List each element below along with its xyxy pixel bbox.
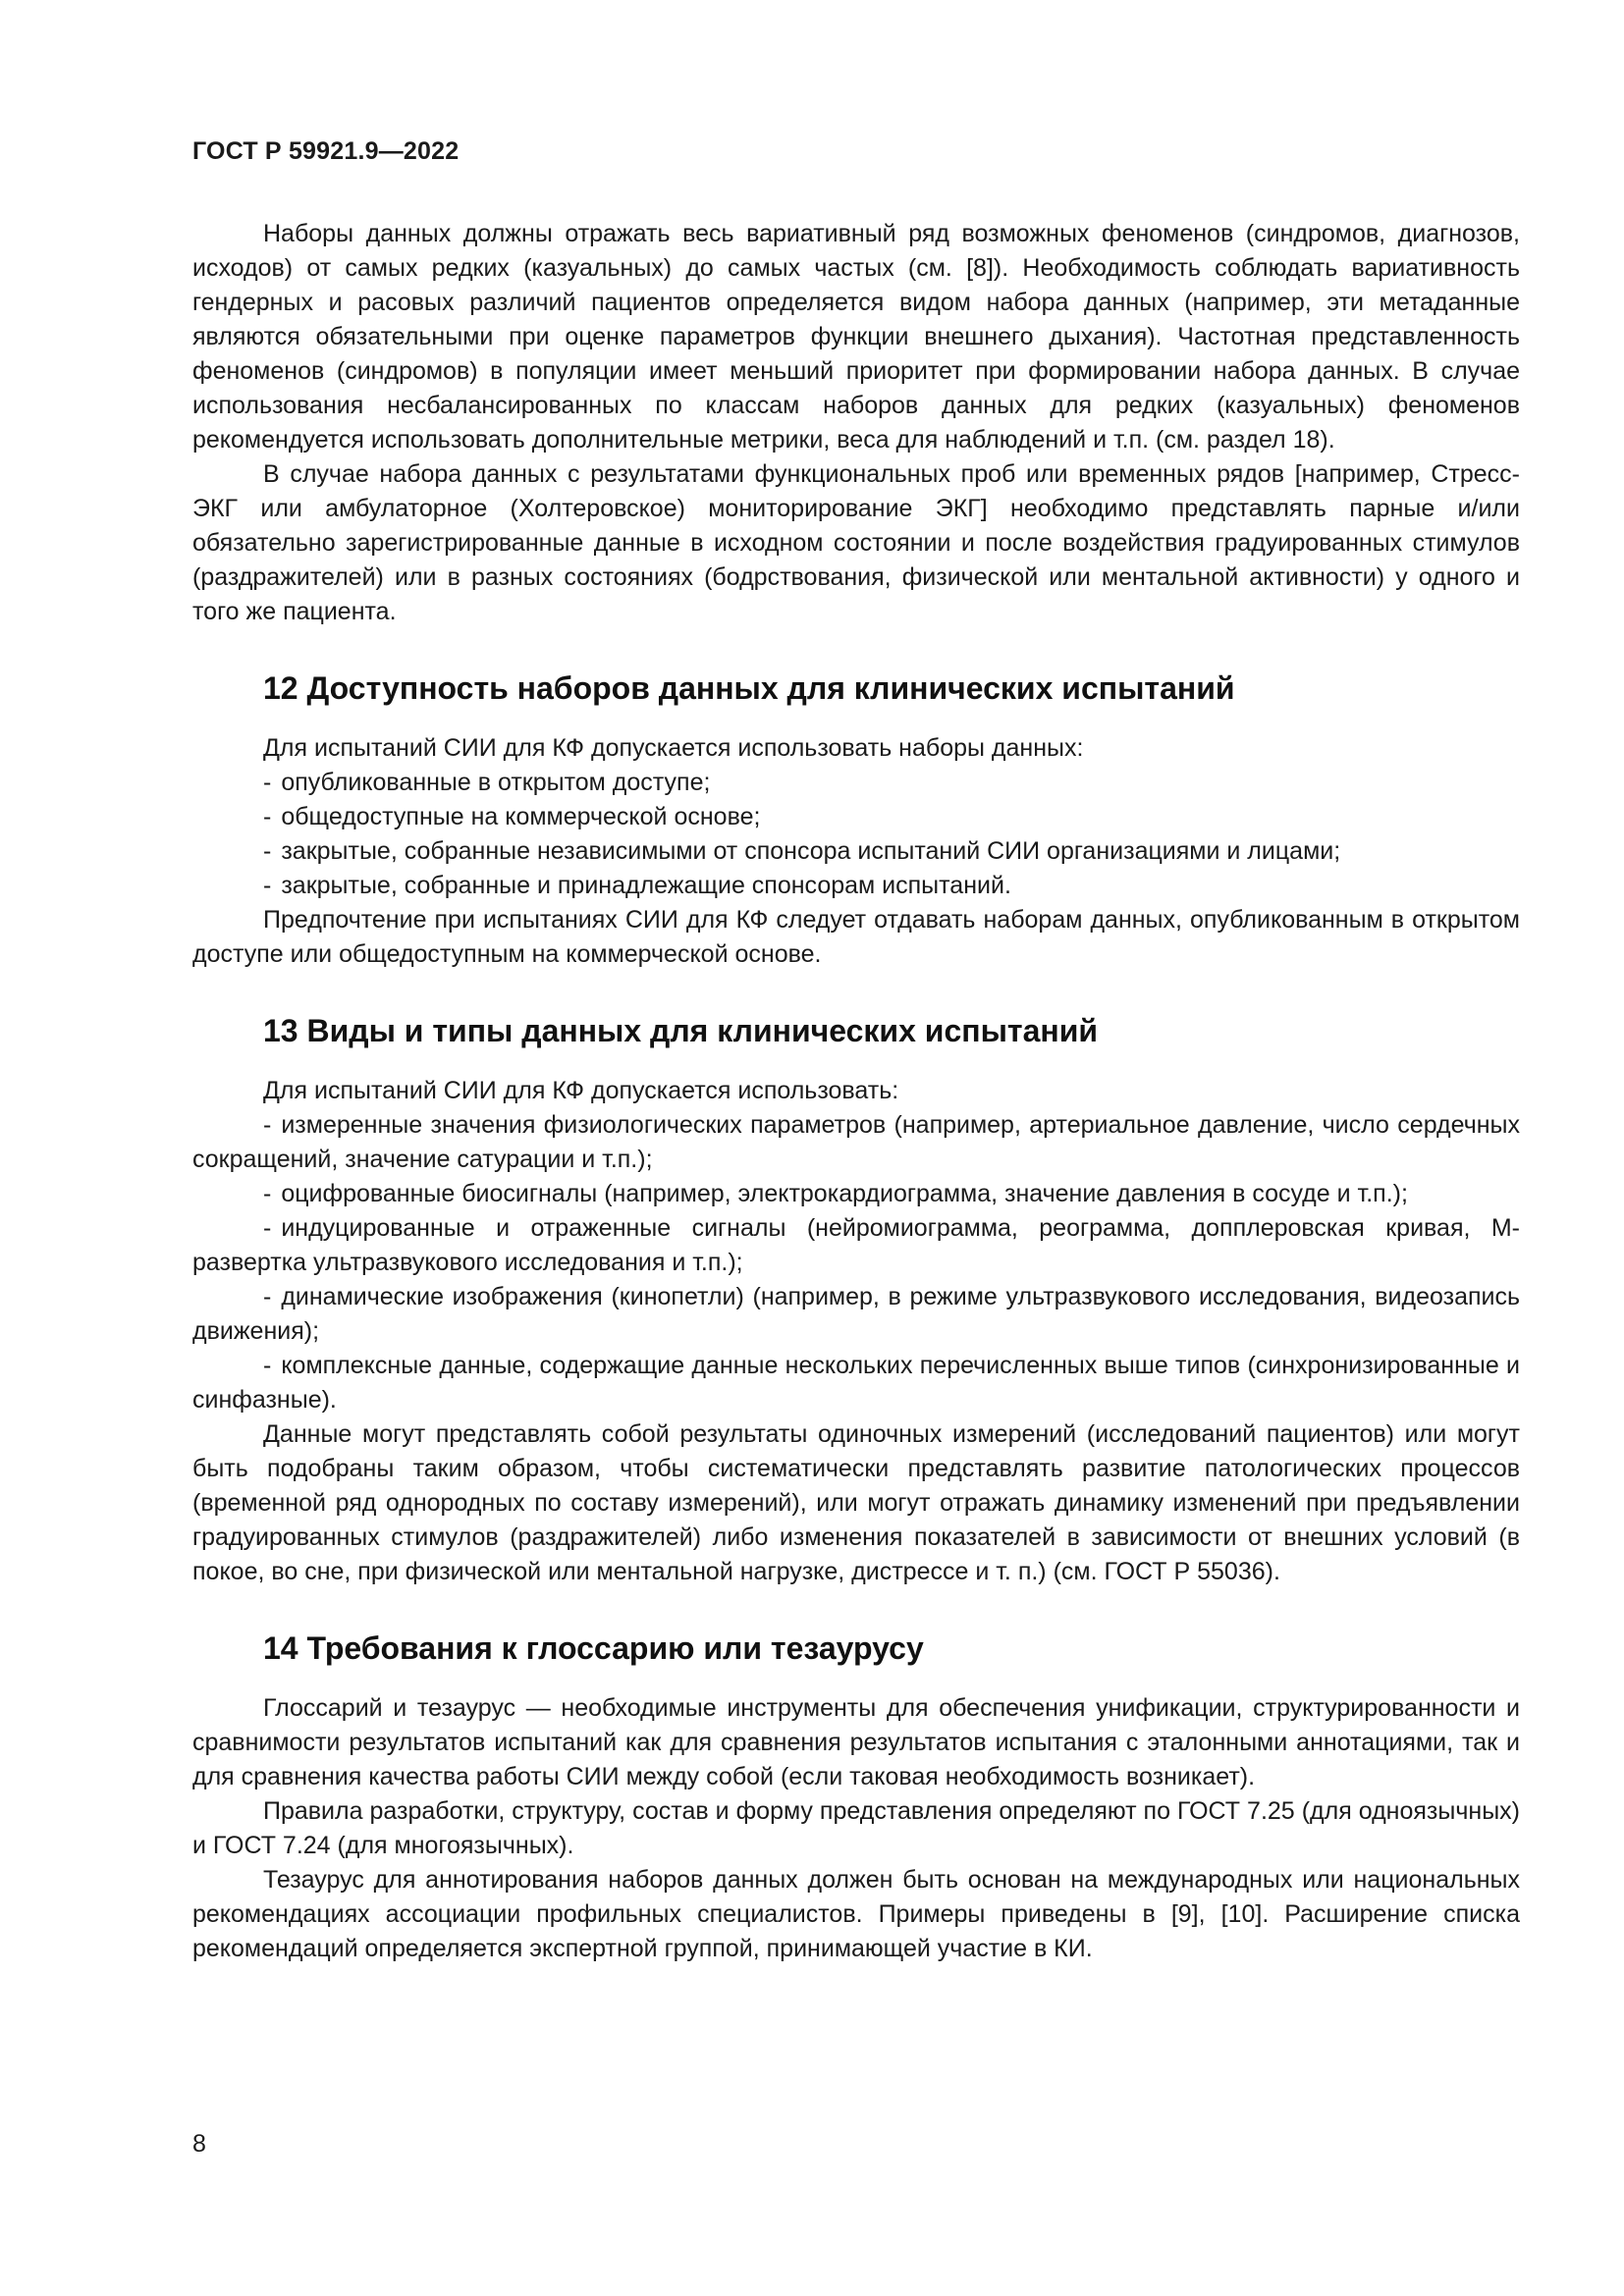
list-item bbox=[192, 834, 1520, 869]
list-item-text: общедоступные на коммерческой основе; bbox=[281, 803, 761, 830]
dash-marker: - bbox=[263, 1352, 272, 1379]
list-item-text: опубликованные в открытом доступе; bbox=[281, 769, 711, 796]
section-14-paragraph-3: Тезаурус для аннотирования наборов данных должен быть основан на международных или национальных рекомендациях ассоциации профильных специалистов. Примеры приведены в [9], [10]. Расширение списка рекомендаций определяется экспертной группой, принимающей участие в КИ. bbox=[192, 1866, 1520, 1962]
list-item-text: закрытые, собранные независимыми от спонсора испытаний СИИ организациями и лицами; bbox=[281, 837, 1341, 865]
list-item bbox=[192, 800, 1520, 834]
dash-marker: - bbox=[263, 837, 272, 865]
section-13-closing: Данные могут представлять собой результаты одиночных измерений (исследований пациентов) или могут быть подобраны таким образом, чтобы систематически представлять развитие патологических процессов (временной ряд однородных по составу измерений), или могут отражать динамику изменений при предъявлении градуированных стимулов (раздражителей) либо изменения показателей в зависимости от внешних условий (в покое, во сне, при физической или ментальной нагрузке, дистрессе и т. п.) (см. ГОСТ Р 55036). bbox=[192, 1420, 1520, 1585]
document-page bbox=[192, 137, 1520, 1966]
section-12-title: 12 Доступность наборов данных для клинических испытаний bbox=[263, 670, 1235, 706]
list-item bbox=[192, 1108, 1520, 1177]
section-13-title: 13 Виды и типы данных для клинических испытаний bbox=[263, 1013, 1099, 1048]
dash-marker: - bbox=[263, 1283, 272, 1310]
list-item bbox=[192, 1211, 1520, 1280]
page-number: 8 bbox=[192, 2130, 206, 2158]
list-item-text: закрытые, собранные и принадлежащие спонсорам испытаний. bbox=[281, 872, 1011, 899]
section-13-intro: Для испытаний СИИ для КФ допускается использовать: bbox=[263, 1077, 899, 1104]
section-13-list bbox=[192, 1108, 1520, 1417]
list-item-text: индуцированные и отраженные сигналы (нейромиограмма, реограмма, допплеровская кривая, М-развертка ультразвукового исследования и т.п.); bbox=[192, 1214, 1520, 1276]
section-14-title: 14 Требования к глоссарию или тезаурусу bbox=[263, 1630, 924, 1666]
list-item bbox=[192, 1280, 1520, 1349]
dash-marker: - bbox=[263, 1180, 272, 1207]
list-item bbox=[192, 1177, 1520, 1211]
list-item bbox=[192, 766, 1520, 800]
section-14-paragraph-2: Правила разработки, структуру, состав и форму представления определяют по ГОСТ 7.25 (для одноязычных) и ГОСТ 7.24 (для многоязычных). bbox=[192, 1797, 1520, 1859]
intro-paragraph-1: Наборы данных должны отражать весь вариативный ряд возможных феноменов (синдромов, диагнозов, исходов) от самых редких (казуальных) до самых частых (см. [8]). Необходимость соблюдать вариативность гендерных и расовых различий пациентов определяется видом набора данных (например, эти метаданные являются обязательными при оценке параметров функции внешнего дыхания). Частотная представленность феноменов (синдромов) в популяции имеет меньший приоритет при формировании набора данных. В случае использования несбалансированных по классам наборов данных для редких (казуальных) феноменов рекомендуется использовать дополнительные метрики, веса для наблюдений и т.п. (см. раздел 18). bbox=[192, 220, 1520, 454]
list-item-text: комплексные данные, содержащие данные нескольких перечисленных выше типов (синхронизированные и синфазные). bbox=[192, 1352, 1520, 1414]
dash-marker: - bbox=[263, 1214, 272, 1242]
section-12-closing: Предпочтение при испытаниях СИИ для КФ следует отдавать наборам данных, опубликованным в открытом доступе или общедоступным на коммерческой основе. bbox=[192, 906, 1520, 968]
dash-marker: - bbox=[263, 1111, 272, 1139]
dash-marker: - bbox=[263, 769, 272, 796]
list-item bbox=[192, 1349, 1520, 1417]
list-item-text: динамические изображения (кинопетли) (например, в режиме ультразвукового исследования, видеозапись движения); bbox=[192, 1283, 1520, 1345]
section-12-intro: Для испытаний СИИ для КФ допускается использовать наборы данных: bbox=[263, 734, 1084, 762]
standard-header: ГОСТ Р 59921.9—2022 bbox=[192, 137, 460, 165]
dash-marker: - bbox=[263, 872, 272, 899]
intro-paragraph-2: В случае набора данных с результатами функциональных проб или временных рядов [например, Стресс-ЭКГ или амбулаторное (Холтеровское) мониторирование ЭКГ] необходимо представлять парные и/или обязательно зарегистрированные данные в исходном состоянии и после воздействия градуированных стимулов (раздражителей) или в разных состояниях (бодрствования, физической или ментальной активности) у одного и того же пациента. bbox=[192, 460, 1520, 625]
section-12-list bbox=[192, 766, 1520, 903]
list-item bbox=[192, 869, 1520, 903]
dash-marker: - bbox=[263, 803, 272, 830]
section-14-paragraph-1: Глоссарий и тезаурус — необходимые инструменты для обеспечения унификации, структурированности и сравнимости результатов испытаний как для сравнения результатов испытания с эталонными аннотациями, так и для сравнения качества работы СИИ между собой (если таковая необходимость возникает). bbox=[192, 1694, 1520, 1790]
list-item-text: оцифрованные биосигналы (например, электрокардиограмма, значение давления в сосуде и т.п.); bbox=[281, 1180, 1408, 1207]
list-item-text: измеренные значения физиологических параметров (например, артериальное давление, число сердечных сокращений, значение сатурации и т.п.); bbox=[192, 1111, 1520, 1173]
